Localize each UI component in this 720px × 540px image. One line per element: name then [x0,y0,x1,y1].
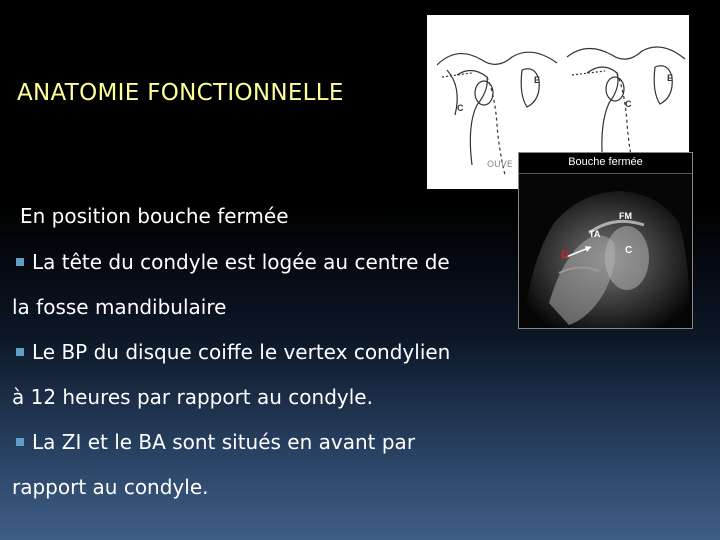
mri-image [518,152,693,329]
bullet-item [12,420,522,510]
bullet-text: La tête du condyle est logée au centre de [32,250,450,274]
mri-label-d: D [561,249,569,261]
slide-title: ANATOMIE FONCTIONNELLE [17,80,344,106]
bullet-item [12,330,522,420]
bullet-square-icon [16,438,24,446]
mri-caption: Bouche fermée [519,153,692,174]
slide-subtitle: En position bouche fermée [20,204,289,228]
bullet-square-icon [16,348,24,356]
diagram-label-e2: E [667,73,674,83]
bullet-item [12,240,522,330]
bullet-text: la fosse mandibulaire [12,295,227,319]
diagram-caption: OUVE [487,160,513,170]
mri-label-ta: TA [589,229,601,239]
bullet-text: à 12 heures par rapport au condyle. [12,385,373,409]
mri-drawing [519,153,692,328]
bullet-text: La ZI et le BA sont situés en avant par [32,430,416,454]
bullet-text: rapport au condyle. [12,475,209,499]
diagram-label-e1: E [534,75,541,85]
mri-label-fm: FM [619,211,632,221]
mri-label-c: C [625,245,633,256]
bullet-list [12,240,522,510]
diagram-label-c1: C [457,103,464,113]
bullet-text: Le BP du disque coiffe le vertex condylien [32,340,451,364]
bullet-square-icon [16,258,24,266]
diagram-label-c2: C [625,99,632,109]
